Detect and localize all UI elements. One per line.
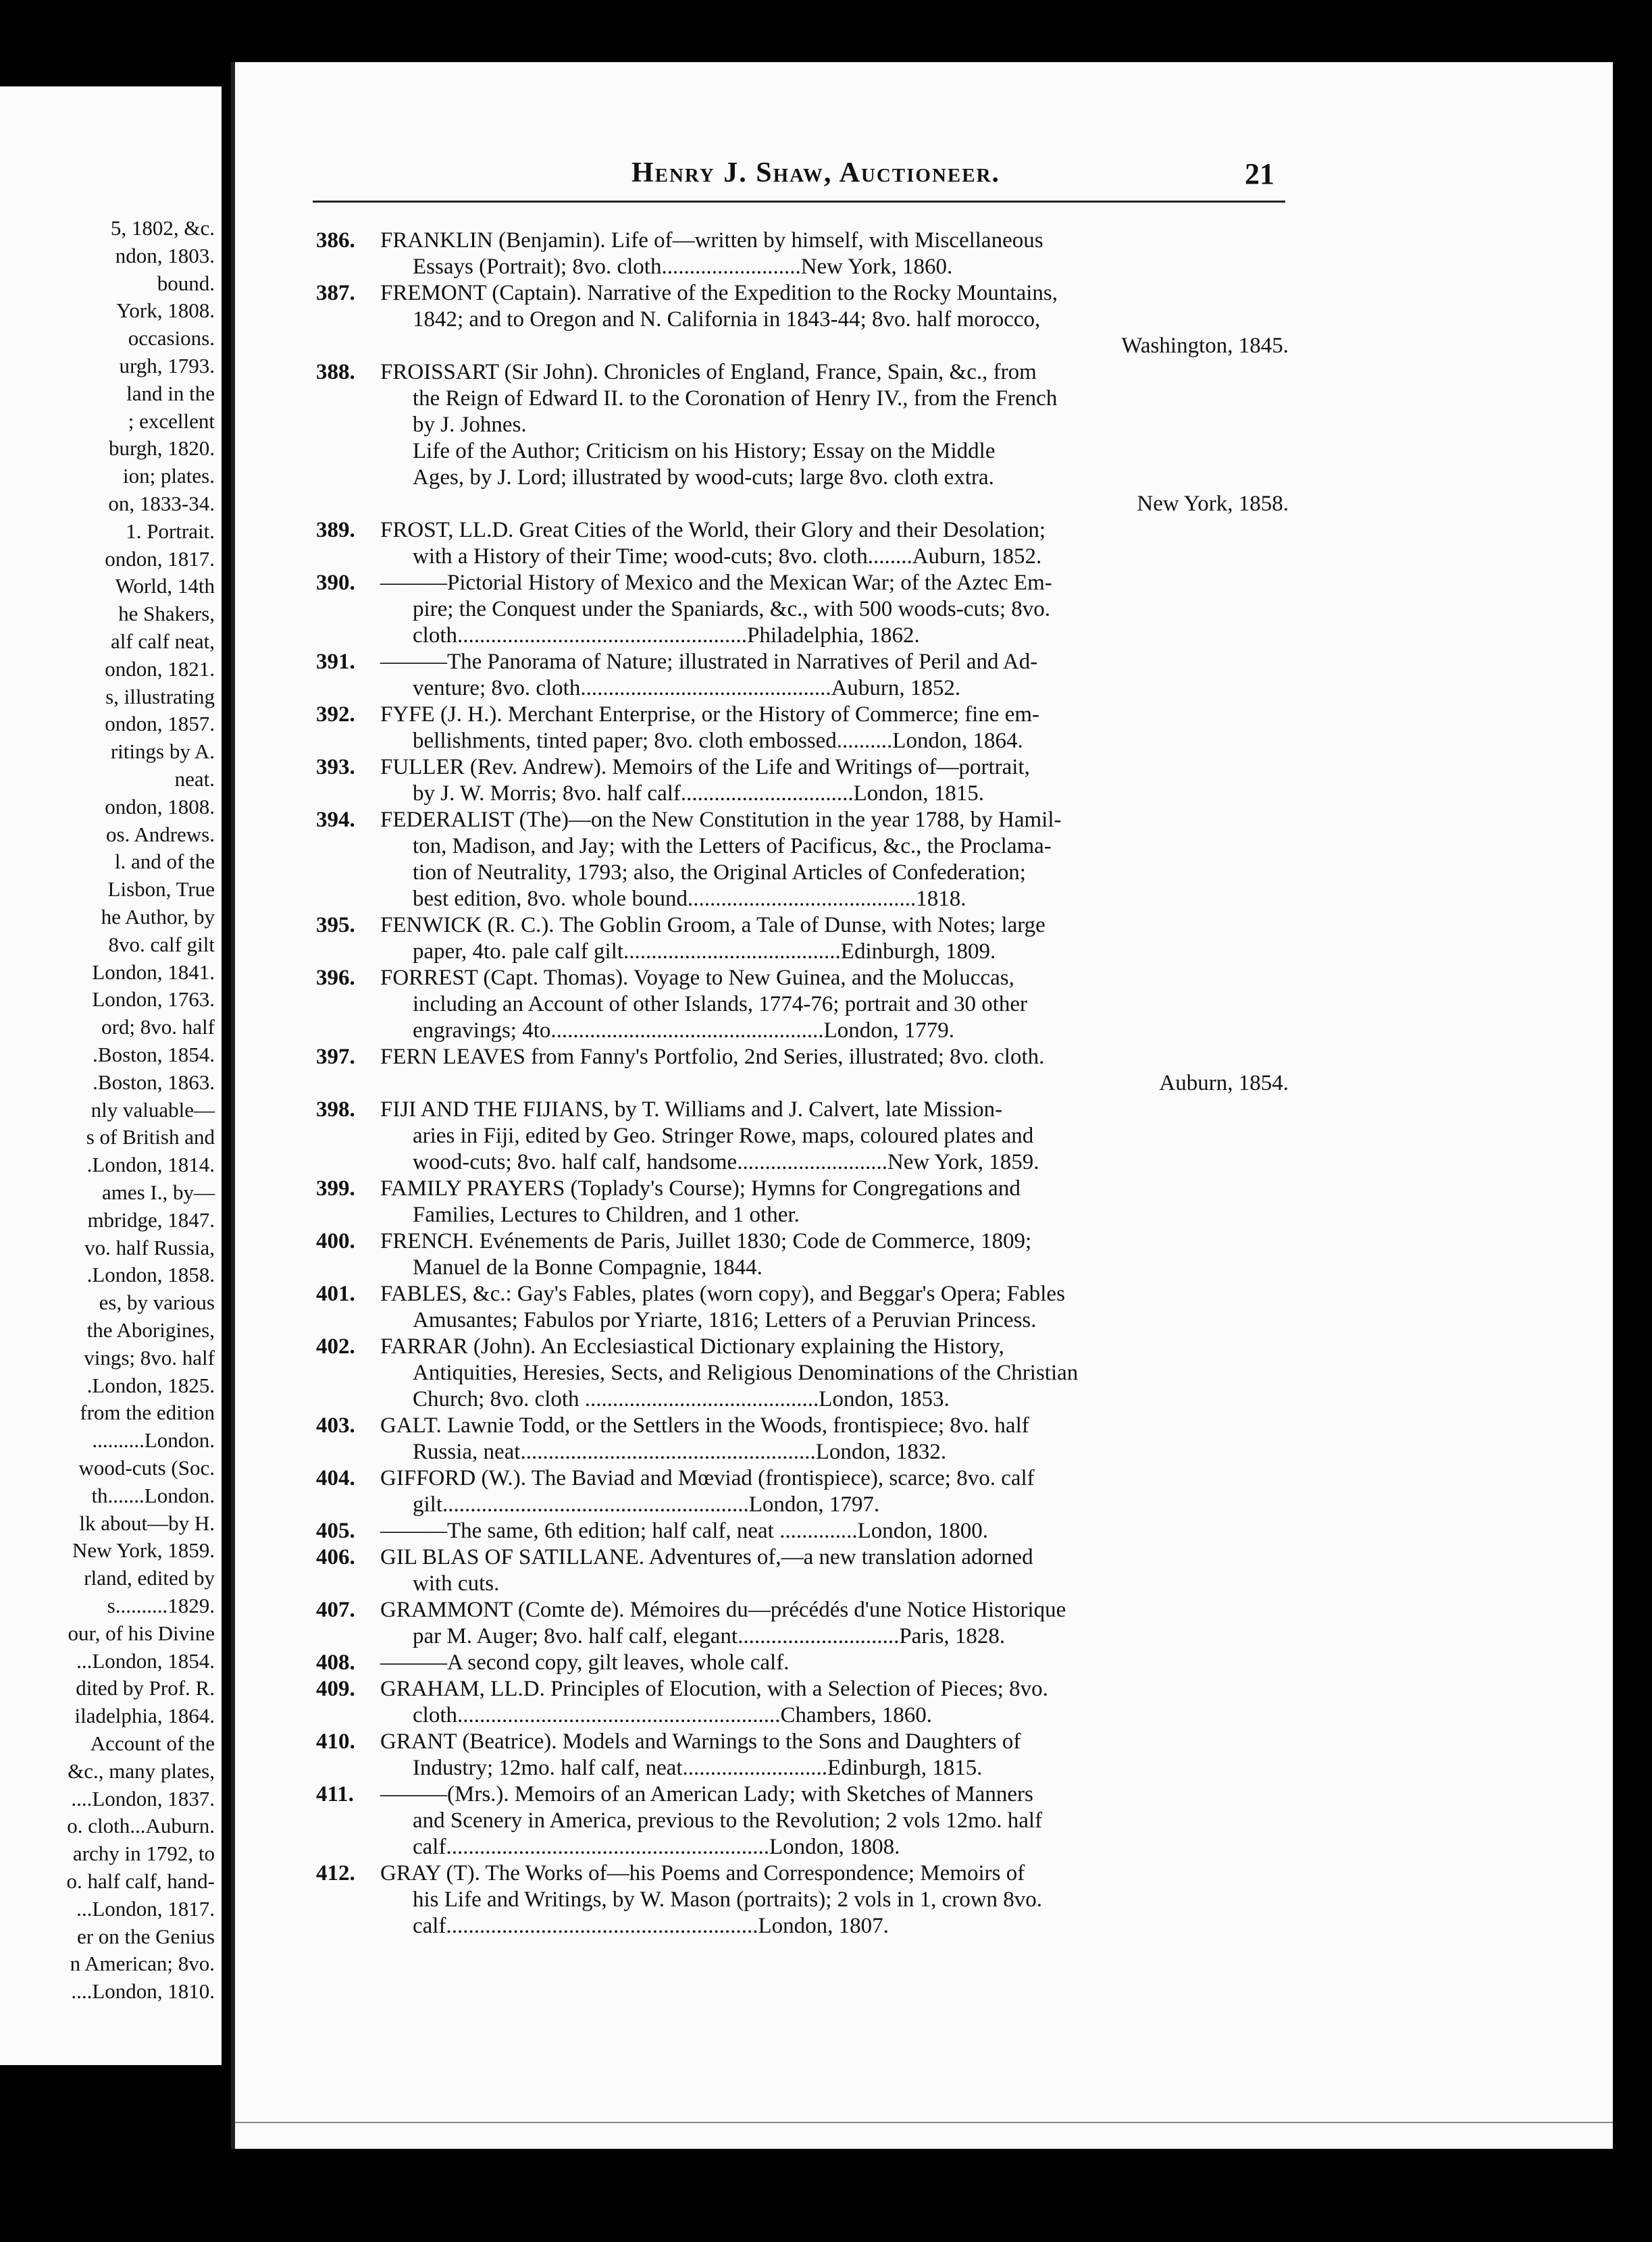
catalogue-entry [316,280,1289,359]
catalogue-entry [316,570,1289,649]
catalogue-entry [316,702,1289,754]
left-column-line: vo. half Russia, [84,1235,215,1259]
entry-line: Industry; 12mo. half calf, neat..........................Edinburgh, 1815. [413,1756,983,1780]
catalogue-entry [316,1228,1289,1281]
left-column-line: London, 1763. [92,987,215,1012]
catalogue-entry [316,517,1289,570]
left-column-line: .Boston, 1863. [93,1070,215,1094]
entry-title-line: FARRAR (John). An Ecclesiastical Dictionary explaining the History, [380,1334,1004,1359]
lot-number: 394. [316,808,355,832]
left-column-line: nly valuable— [91,1097,215,1122]
catalogue-entry [316,1729,1289,1781]
lot-number: 400. [316,1229,355,1253]
entry-line: Families, Lectures to Children, and 1 other. [413,1203,800,1227]
left-column-line: os. Andrews. [105,822,215,846]
entry-line: Antiquities, Heresies, Sects, and Religious Denominations of the Christian [413,1361,1079,1385]
catalogue-entry [316,228,1289,280]
left-column-line: World, 14th [115,574,215,598]
left-column-line: alf calf neat, [110,629,215,653]
left-column-line: ondon, 1857. [105,712,215,736]
entry-line: by J. Johnes. [413,413,527,437]
lot-number: 411. [316,1782,354,1806]
bottom-edge [235,2122,1613,2123]
left-column-line: vings; 8vo. half [84,1345,215,1370]
left-column-line: on, 1833-34. [108,492,215,515]
left-column-line: neat. [174,767,215,791]
catalogue-entries [316,228,1289,1939]
left-column-line: .Boston, 1854. [93,1043,215,1066]
left-column-line: he Author, by [101,905,215,929]
lot-number: 408. [316,1650,355,1675]
entry-line: with cuts. [413,1571,500,1596]
left-column-line: .London, 1814. [86,1153,215,1177]
left-column-line: the Aborigines, [86,1318,215,1342]
entry-line: wood-cuts; 8vo. half calf, handsome...........................New York, 1859. [413,1150,1039,1174]
lot-number: 390. [316,571,355,595]
entry-line: tion of Neutrality, 1793; also, the Original Articles of Confederation; [413,860,1026,885]
entry-line: engravings; 4to.................................................London, 1779. [413,1018,955,1043]
left-column-line: iladelphia, 1864. [74,1704,215,1728]
lot-number: 391. [316,650,355,674]
entry-line: cloth....................................................Philadelphia, 1862. [413,623,920,648]
left-column-line: ord; 8vo. half [101,1015,215,1039]
catalogue-entry [316,912,1289,965]
catalogue-entry [316,1650,1289,1676]
entry-title-line: ———(Mrs.). Memoirs of an American Lady; with Sketches of Manners [380,1782,1033,1806]
entry-line: best edition, 8vo. whole bound.........................................1818. [413,887,966,911]
entry-line: pire; the Conquest under the Spaniards, &c., with 500 woods-cuts; 8vo. [413,597,1051,621]
catalogue-entry [316,1097,1289,1176]
catalogue-entry [316,807,1289,912]
left-column-line: burgh, 1820. [108,436,215,461]
lot-number: 405. [316,1519,355,1543]
lot-number: 389. [316,518,355,542]
catalogue-entry [316,754,1289,807]
entry-line: by J. W. Morris; 8vo. half calf...............................London, 1815. [413,781,985,806]
left-column-line: York, 1808. [116,298,215,323]
left-column-line: ondon, 1817. [105,546,215,571]
entry-title-line: FORREST (Capt. Thomas). Voyage to New Guinea, and the Moluccas, [380,966,1014,990]
lot-number: 403. [316,1413,355,1438]
entry-title-line: GIFFORD (W.). The Baviad and Mœviad (frontispiece), scarce; 8vo. calf [380,1466,1035,1490]
entry-title-line: GRANT (Beatrice). Models and Warnings to the Sons and Daughters of [380,1729,1021,1754]
lot-number: 392. [316,702,355,727]
entry-title-line: ———A second copy, gilt leaves, whole calf. [380,1650,790,1675]
entry-title-line: ———Pictorial History of Mexico and the Mexican War; of the Aztec Em- [380,571,1052,595]
left-column-line: ....London, 1837. [71,1786,215,1810]
lot-number: 387. [316,281,355,305]
left-column-line: n American; 8vo. [70,1952,215,1976]
left-column-line: &c., many plates, [68,1758,215,1783]
entry-title-line: FENWICK (R. C.). The Goblin Groom, a Tale of Dunse, with Notes; large [380,913,1046,937]
lot-number: 395. [316,913,355,937]
entry-line: 1842; and to Oregon and N. California in 1843-44; 8vo. half morocco, [413,307,1041,332]
entry-line: paper, 4to. pale calf gilt.......................................Edinburgh, 1809. [413,939,996,964]
entry-line: New York, 1858. [1137,492,1289,516]
left-column-line: bound. [157,271,215,295]
entry-line: Manuel de la Bonne Compagnie, 1844. [413,1255,763,1280]
catalogue-entry [316,1676,1289,1729]
entry-title-line: FROST, LL.D. Great Cities of the World, their Glory and their Desolation; [380,518,1046,542]
entry-line: calf..........................................................London, 1808. [413,1835,900,1859]
left-column-line: ion; plates. [122,464,215,488]
page-number: 21 [1245,157,1274,190]
entry-line: Auburn, 1854. [1159,1071,1289,1095]
catalogue-entry [316,1518,1289,1544]
left-column-line: Lisbon, True [107,877,215,902]
entry-line: Washington, 1845. [1121,334,1289,358]
left-column-line: 8vo. calf gilt [108,932,215,956]
entry-line: venture; 8vo. cloth.............................................Auburn, 1852. [413,676,961,700]
left-column-line: ndon, 1803. [115,243,215,267]
entry-title-line: ———The Panorama of Nature; illustrated in Narratives of Peril and Ad- [380,650,1038,674]
left-column-line: dited by Prof. R. [76,1676,215,1700]
left-column-line: ondon, 1821. [105,656,215,681]
entry-line: Russia, neat.....................................................London, 1832. [413,1440,947,1464]
entry-line: Church; 8vo. cloth ..........................................London, 1853. [413,1387,950,1411]
left-column-line: s of British and [86,1125,215,1149]
left-column-line: London, 1841. [92,960,215,984]
left-column-line: 5, 1802, &c. [110,216,215,240]
left-column-line: lk about—by H. [79,1511,215,1535]
lot-number: 402. [316,1334,355,1359]
catalogue-entry [316,1334,1289,1413]
entry-title-line: GALT. Lawnie Todd, or the Settlers in the Woods, frontispiece; 8vo. half [380,1413,1029,1438]
left-column-line: .London, 1825. [86,1373,215,1397]
entry-line: Amusantes; Fabulos por Yriarte, 1816; Letters of a Peruvian Princess. [413,1308,1037,1332]
entry-title-line: ———The same, 6th edition; half calf, neat ..............London, 1800. [380,1519,988,1543]
lot-number: 412. [316,1861,355,1885]
left-column-line: from the edition [80,1401,215,1425]
lot-number: 398. [316,1097,355,1122]
entry-title-line: FROISSART (Sir John). Chronicles of England, France, Spain, &c., from [380,360,1037,384]
entry-line: par M. Auger; 8vo. half calf, elegant.............................Paris, 1828. [413,1624,1006,1648]
left-column-line: ; excellent [128,409,215,433]
catalogue-entry [316,1465,1289,1518]
lot-number: 393. [316,755,355,779]
entry-line: Life of the Author; Criticism on his History; Essay on the Middle [413,439,996,463]
left-column-line: s..........1829. [107,1594,215,1617]
entry-line: ton, Madison, and Jay; with the Letters of Pacificus, &c., the Proclama- [413,834,1052,858]
entry-line: the Reign of Edward II. to the Coronation of Henry IV., from the French [413,386,1058,411]
lot-number: 406. [316,1545,355,1569]
left-column-line: he Shakers, [118,602,215,626]
lot-number: 396. [316,966,355,990]
entry-title-line: GRAHAM, LL.D. Principles of Elocution, with a Selection of Pieces; 8vo. [380,1677,1048,1701]
left-column-line: ondon, 1808. [105,794,215,818]
left-column-line: our, of his Divine [68,1621,215,1645]
left-column-line: ..........London. [92,1428,215,1453]
entry-title-line: FREMONT (Captain). Narrative of the Expedition to the Rocky Mountains, [380,281,1058,305]
left-column-line: es, by various [99,1291,215,1315]
left-column-line: ritings by A. [110,739,215,764]
left-column-line: o. cloth...Auburn. [67,1814,215,1838]
left-column-line: l. and of the [114,850,215,874]
entry-line: with a History of their Time; wood-cuts; 8vo. cloth........Auburn, 1852. [413,544,1042,569]
entry-line: calf........................................................London, 1807. [413,1914,889,1938]
catalogue-entry [316,1860,1289,1939]
entry-line: bellishments, tinted paper; 8vo. cloth embossed..........London, 1864. [413,729,1023,753]
lot-number: 410. [316,1729,355,1754]
left-column-line: New York, 1859. [72,1538,215,1563]
left-column-line: 1. Portrait. [126,519,215,543]
lot-number: 399. [316,1176,355,1201]
lot-number: 397. [316,1045,355,1069]
catalogue-entry [316,1281,1289,1334]
left-column-line: urgh, 1793. [119,354,215,377]
header-rule [313,201,1285,203]
entry-line: and Scenery in America, previous to the Revolution; 2 vols 12mo. half [413,1808,1043,1833]
entry-line: cloth..........................................................Chambers, 1860. [413,1703,933,1727]
entry-title-line: GRAY (T). The Works of—his Poems and Correspondence; Memoirs of [380,1861,1025,1885]
left-column-line: ames I., by— [101,1180,215,1204]
entry-title-line: FULLER (Rev. Andrew). Memoirs of the Life and Writings of—portrait, [380,755,1030,779]
left-column-line: land in the [126,381,215,405]
entry-title-line: FRANKLIN (Benjamin). Life of—written by himself, with Miscellaneous [380,228,1043,253]
entry-line: gilt.......................................................London, 1797. [413,1492,880,1517]
left-column-line: wood-cuts (Soc. [78,1456,215,1480]
left-column-line: ...London, 1854. [76,1648,215,1673]
left-column-line: Account of the [90,1731,215,1755]
lot-number: 386. [316,228,355,253]
entry-line: aries in Fiji, edited by Geo. Stringer Rowe, maps, coloured plates and [413,1124,1034,1148]
left-column-line: mbridge, 1847. [87,1207,215,1232]
left-column-line: archy in 1792, to [72,1842,215,1866]
entry-title-line: FABLES, &c.: Gay's Fables, plates (worn copy), and Beggar's Opera; Fables [380,1282,1065,1306]
lot-number: 404. [316,1466,355,1490]
lot-number: 407. [316,1598,355,1622]
entry-title-line: FYFE (J. H.). Merchant Enterprise, or the History of Commerce; fine em- [380,702,1039,727]
left-column-line: ...London, 1817. [76,1896,215,1921]
left-column-line: occasions. [128,326,215,350]
catalogue-page [231,62,1613,2149]
left-column-line: rland, edited by [84,1566,215,1590]
entry-title-line: FEDERALIST (The)—on the New Constitution in the year 1788, by Hamil- [380,808,1062,832]
lot-number: 388. [316,360,355,384]
catalogue-entry [316,1413,1289,1465]
entry-line: Essays (Portrait); 8vo. cloth.........................New York, 1860. [413,255,953,279]
left-column-line: s, illustrating [105,684,215,708]
catalogue-entry [316,1044,1289,1097]
catalogue-entry [316,1176,1289,1228]
left-column-line: th.......London. [91,1483,215,1507]
catalogue-entry [316,1597,1289,1650]
running-header: Henry J. Shaw, Auctioneer. [631,157,1001,188]
lot-number: 401. [316,1282,355,1306]
catalogue-entry [316,649,1289,702]
catalogue-entry [316,1781,1289,1860]
entry-line: Ages, by J. Lord; illustrated by wood-cuts; large 8vo. cloth extra. [413,465,994,490]
left-column-line: o. half calf, hand- [66,1869,215,1893]
lot-number: 409. [316,1677,355,1701]
entry-title-line: GRAMMONT (Comte de). Mémoires du—précédés d'une Notice Historique [380,1598,1066,1622]
left-page-fragment [0,86,222,2065]
entry-line: including an Account of other Islands, 1774-76; portrait and 30 other [413,992,1028,1016]
entry-title-line: FAMILY PRAYERS (Toplady's Course); Hymns for Congregations and [380,1176,1021,1201]
left-column-line: er on the Genius [76,1924,215,1948]
catalogue-entry [316,965,1289,1044]
catalogue-entry [316,1544,1289,1597]
entry-title-line: FERN LEAVES from Fanny's Portfolio, 2nd Series, illustrated; 8vo. cloth. [380,1045,1045,1069]
entry-title-line: FRENCH. Evénements de Paris, Juillet 1830; Code de Commerce, 1809; [380,1229,1032,1253]
entry-title-line: GIL BLAS OF SATILLANE. Adventures of,—a new translation adorned [380,1545,1033,1569]
left-column-line: ....London, 1810. [71,1979,215,2004]
entry-line: his Life and Writings, by W. Mason (portraits); 2 vols in 1, crown 8vo. [413,1887,1043,1912]
catalogue-entry [316,359,1289,517]
left-column-line: .London, 1858. [86,1263,215,1287]
entry-title-line: FIJI AND THE FIJIANS, by T. Williams and J. Calvert, late Mission- [380,1097,1003,1122]
